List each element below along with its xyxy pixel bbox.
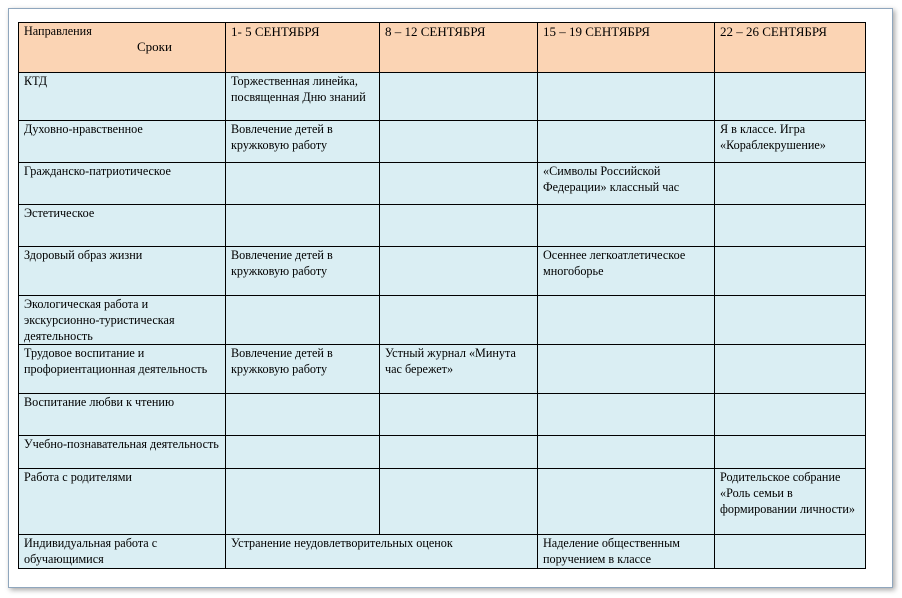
week-4-cell [715, 205, 866, 247]
week-4-cell [715, 436, 866, 469]
header-row [19, 23, 866, 73]
direction-cell: КТД [19, 73, 226, 121]
week-3-cell [538, 394, 715, 436]
direction-cell: Экологическая работа и экскурсионно-туристическая деятельность [19, 296, 226, 345]
week-1-cell: Вовлечение детей в кружковую работу [226, 345, 380, 394]
week-4-cell [715, 163, 866, 205]
week-4-cell [715, 247, 866, 296]
week-3-cell [538, 296, 715, 345]
week-3-cell [538, 205, 715, 247]
week-2-cell [380, 394, 538, 436]
table-row [19, 345, 866, 394]
week-4-header: 22 – 26 СЕНТЯБРЯ [715, 23, 866, 73]
week-2-cell [380, 247, 538, 296]
week-1-cell: Вовлечение детей в кружковую работу [226, 121, 380, 163]
week-3-cell [538, 345, 715, 394]
direction-cell: Здоровый образ жизни [19, 247, 226, 296]
directions-header: Направления [24, 24, 92, 38]
table-row [19, 205, 866, 247]
week-2-cell: Устный журнал «Минута час бережет» [380, 345, 538, 394]
week-3-cell: Наделение общественным поручением в классе [538, 535, 715, 569]
week-4-cell [715, 296, 866, 345]
week-1-cell [226, 163, 380, 205]
direction-cell: Воспитание любви к чтению [19, 394, 226, 436]
week-3-cell: Осеннее легкоатлетическое многоборье [538, 247, 715, 296]
week-4-cell: Я в классе. Игра «Кораблекрушение» [715, 121, 866, 163]
week-2-cell [380, 121, 538, 163]
week-1-cell [226, 436, 380, 469]
table-row [19, 247, 866, 296]
table-row [19, 436, 866, 469]
week-1-cell [226, 469, 380, 535]
week-4-cell: Родительское собрание «Роль семьи в формировании личности» [715, 469, 866, 535]
week-3-cell [538, 73, 715, 121]
direction-cell: Работа с родителями [19, 469, 226, 535]
table-row [19, 394, 866, 436]
direction-cell: Духовно-нравственное [19, 121, 226, 163]
week-3-cell [538, 469, 715, 535]
table-row [19, 73, 866, 121]
week-1-cell: Вовлечение детей в кружковую работу [226, 247, 380, 296]
week-3-header: 15 – 19 СЕНТЯБРЯ [538, 23, 715, 73]
week-4-cell [715, 73, 866, 121]
table-row [19, 469, 866, 535]
week-3-cell [538, 121, 715, 163]
direction-cell: Трудовое воспитание и профориентационная деятельность [19, 345, 226, 394]
week-2-header: 8 – 12 СЕНТЯБРЯ [380, 23, 538, 73]
table-row [19, 296, 866, 345]
corner-header-cell [19, 23, 226, 73]
table-row [19, 535, 866, 569]
week-2-cell [380, 73, 538, 121]
terms-header: Сроки [137, 39, 172, 54]
week-2-cell [380, 436, 538, 469]
week-1-cell [226, 394, 380, 436]
week-3-cell: «Символы Российской Федерации» классный час [538, 163, 715, 205]
week-1-cell [226, 296, 380, 345]
week-1-cell: Торжественная линейка, посвященная Дню знаний [226, 73, 380, 121]
week-4-cell [715, 345, 866, 394]
week-2-cell [380, 163, 538, 205]
week-1-2-merged-cell: Устранение неудовлетворительных оценок [226, 535, 538, 569]
week-3-cell [538, 436, 715, 469]
week-2-cell [380, 296, 538, 345]
direction-cell: Индивидуальная работа с обучающимися [19, 535, 226, 569]
week-2-cell [380, 469, 538, 535]
direction-cell: Эстетическое [19, 205, 226, 247]
week-2-cell [380, 205, 538, 247]
schedule-table [18, 22, 866, 569]
week-1-header: 1- 5 СЕНТЯБРЯ [226, 23, 380, 73]
week-4-cell [715, 394, 866, 436]
direction-cell: Гражданско-патриотическое [19, 163, 226, 205]
table-row [19, 163, 866, 205]
week-1-cell [226, 205, 380, 247]
table-row [19, 121, 866, 163]
direction-cell: Учебно-познавательная деятельность [19, 436, 226, 469]
week-4-cell [715, 535, 866, 569]
